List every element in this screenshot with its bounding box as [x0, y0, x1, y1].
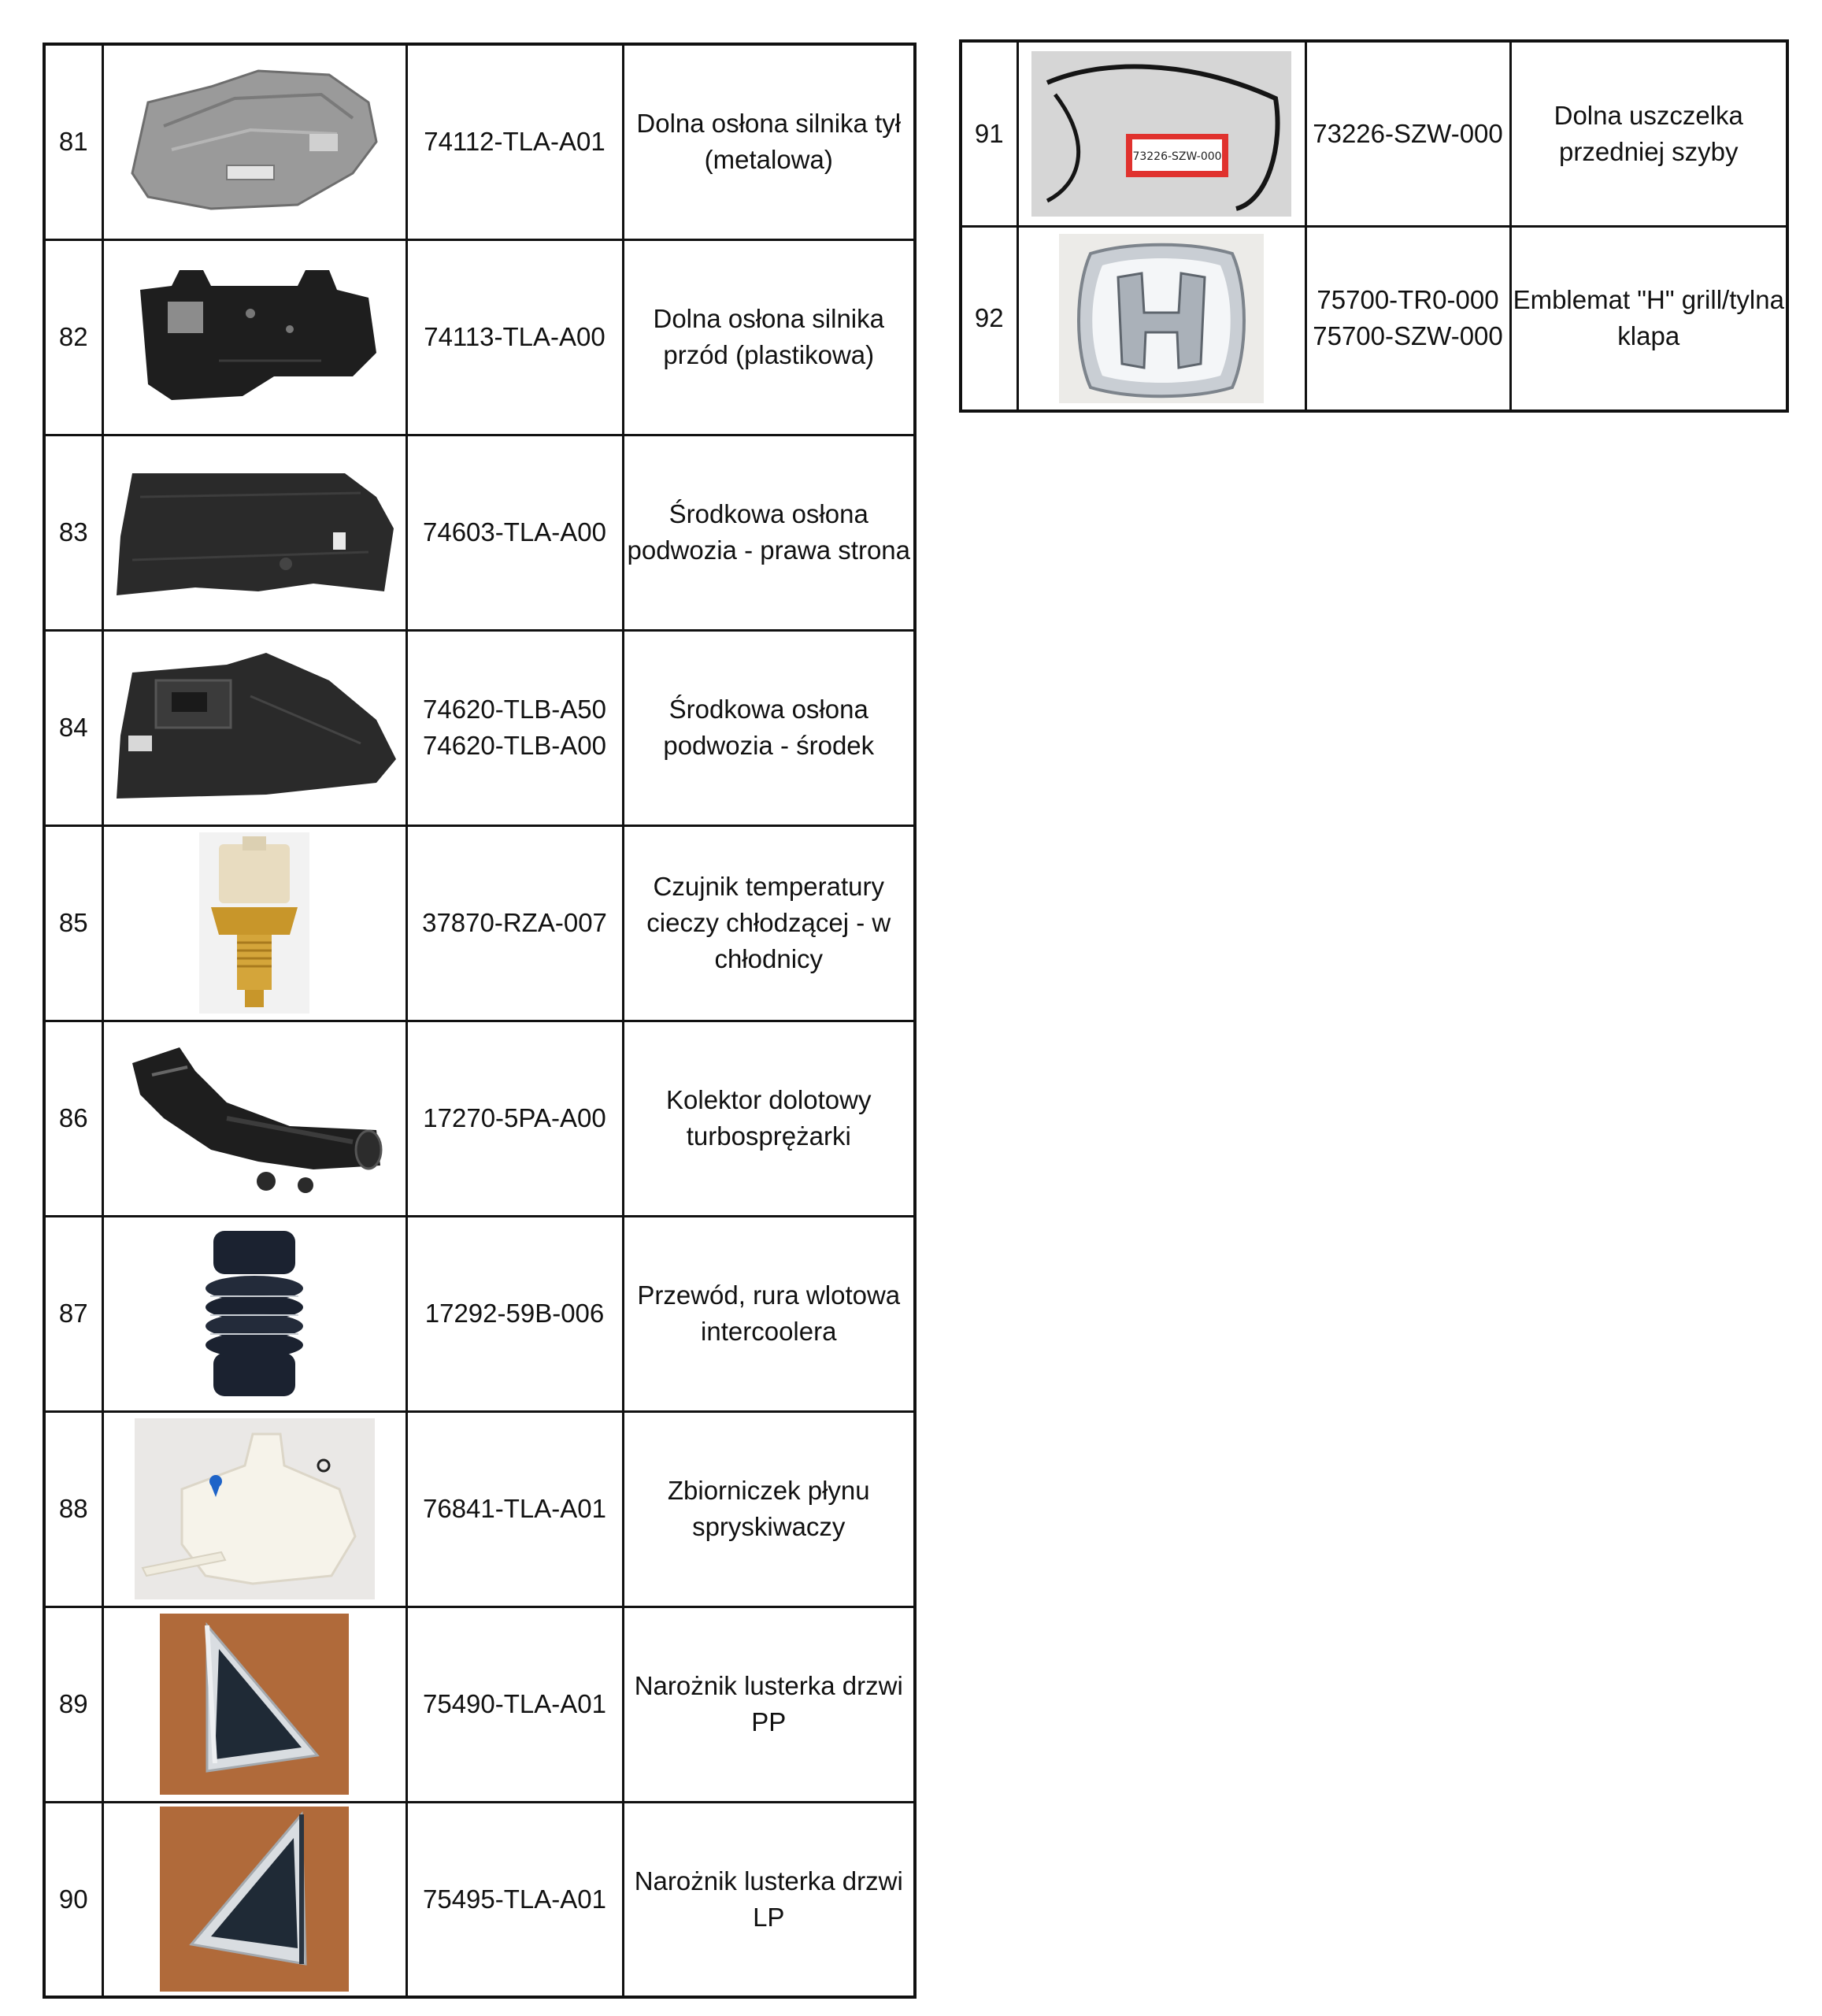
part-code-alt: 74620-TLB-A00: [423, 731, 606, 760]
row-number: 88: [44, 1411, 102, 1606]
door-mirror-corner-right-image: [160, 1614, 349, 1795]
engine-undercover-rear-metal-image: [117, 55, 392, 228]
table-row: [44, 435, 915, 630]
part-code-cell: [406, 435, 623, 630]
part-code-alt: 75700-SZW-000: [1313, 321, 1503, 351]
part-image-cell: [102, 435, 406, 630]
part-description: Przewód, rura wlotowa intercoolera: [623, 1216, 915, 1411]
part-code-cell: [406, 44, 623, 239]
part-code: 37870-RZA-007: [422, 908, 607, 937]
part-code: 17292-59B-006: [424, 1299, 605, 1328]
table-row: [44, 44, 915, 239]
table-row: [44, 239, 915, 435]
part-image-cell: [102, 1411, 406, 1606]
coolant-temperature-sensor-image: [199, 832, 309, 1014]
table-row: [44, 1802, 915, 1997]
part-image-cell: [1017, 226, 1305, 411]
part-code-cell: [406, 1411, 623, 1606]
part-code: 17270-5PA-A00: [423, 1103, 606, 1132]
row-number: 84: [44, 630, 102, 825]
row-number: 82: [44, 239, 102, 435]
row-number: 92: [961, 226, 1017, 411]
part-code-cell: [406, 1216, 623, 1411]
part-image-cell: [102, 825, 406, 1021]
row-number: 81: [44, 44, 102, 239]
row-number: 87: [44, 1216, 102, 1411]
honda-h-emblem-image: [1059, 234, 1264, 403]
part-description: Środkowa osłona podwozia - środek: [623, 630, 915, 825]
part-description: Kolektor dolotowy turbosprężarki: [623, 1021, 915, 1216]
part-code-cell: [406, 239, 623, 435]
table-row: [44, 630, 915, 825]
row-number: 86: [44, 1021, 102, 1216]
part-code-cell: [1305, 41, 1510, 226]
row-number: 90: [44, 1802, 102, 1997]
part-description: Emblemat "H" grill/tylna klapa: [1510, 226, 1787, 411]
part-image-cell: [102, 44, 406, 239]
part-image-cell: [102, 1216, 406, 1411]
table-row: [961, 226, 1787, 411]
part-image-cell: [102, 1606, 406, 1802]
part-description: Narożnik lusterka drzwi LP: [623, 1802, 915, 1997]
table-row: [44, 1606, 915, 1802]
part-code: 74113-TLA-A00: [424, 322, 605, 351]
parts-table-right: [959, 39, 1789, 413]
part-code: 75495-TLA-A01: [423, 1884, 606, 1914]
intercooler-hose-image: [199, 1227, 309, 1400]
seal-label-text: 73226-SZW-000: [1132, 150, 1222, 163]
table-row: [44, 1216, 915, 1411]
part-code: 74603-TLA-A00: [423, 517, 606, 547]
part-code-cell: [406, 1021, 623, 1216]
part-code-cell: [406, 825, 623, 1021]
part-image-cell: [102, 1021, 406, 1216]
underbody-cover-center-image: [109, 649, 400, 806]
underbody-cover-right-image: [109, 465, 400, 599]
part-description: Dolna uszczelka przedniej szyby: [1510, 41, 1787, 226]
row-number: 85: [44, 825, 102, 1021]
part-description: Dolna osłona silnika przód (plastikowa): [623, 239, 915, 435]
parts-table-left: [43, 43, 917, 1999]
part-code-cell: [1305, 226, 1510, 411]
row-number: 91: [961, 41, 1017, 226]
part-code: 73226-SZW-000: [1313, 118, 1503, 148]
part-image-cell: [102, 239, 406, 435]
table-row: [961, 41, 1787, 226]
part-code: 75700-TR0-000: [1317, 285, 1499, 315]
part-code: 76841-TLA-A01: [423, 1494, 606, 1523]
part-code: 75490-TLA-A01: [423, 1689, 606, 1718]
engine-undercover-front-plastic-image: [124, 258, 384, 416]
part-code-cell: [406, 1802, 623, 1997]
part-code-cell: [406, 1606, 623, 1802]
part-description: Czujnik temperatury cieczy chłodzącej - w chłodnicy: [623, 825, 915, 1021]
part-code-cell: [406, 630, 623, 825]
part-image-cell: [1017, 41, 1305, 226]
turbo-intake-manifold-image: [117, 1032, 392, 1205]
part-description: Zbiorniczek płynu spryskiwaczy: [623, 1411, 915, 1606]
part-image-cell: [102, 630, 406, 825]
table-row: [44, 825, 915, 1021]
part-code: 74112-TLA-A01: [424, 127, 605, 157]
washer-fluid-tank-image: [135, 1418, 375, 1599]
door-mirror-corner-left-image: [160, 1807, 349, 1992]
part-description: Dolna osłona silnika tył (metalowa): [623, 44, 915, 239]
table-row: [44, 1021, 915, 1216]
part-code: 74620-TLB-A50: [423, 695, 606, 724]
part-image-cell: [102, 1802, 406, 1997]
row-number: 83: [44, 435, 102, 630]
windshield-lower-seal-image: [1031, 51, 1291, 217]
part-description: Środkowa osłona podwozia - prawa strona: [623, 435, 915, 630]
part-description: Narożnik lusterka drzwi PP: [623, 1606, 915, 1802]
table-row: [44, 1411, 915, 1606]
row-number: 89: [44, 1606, 102, 1802]
